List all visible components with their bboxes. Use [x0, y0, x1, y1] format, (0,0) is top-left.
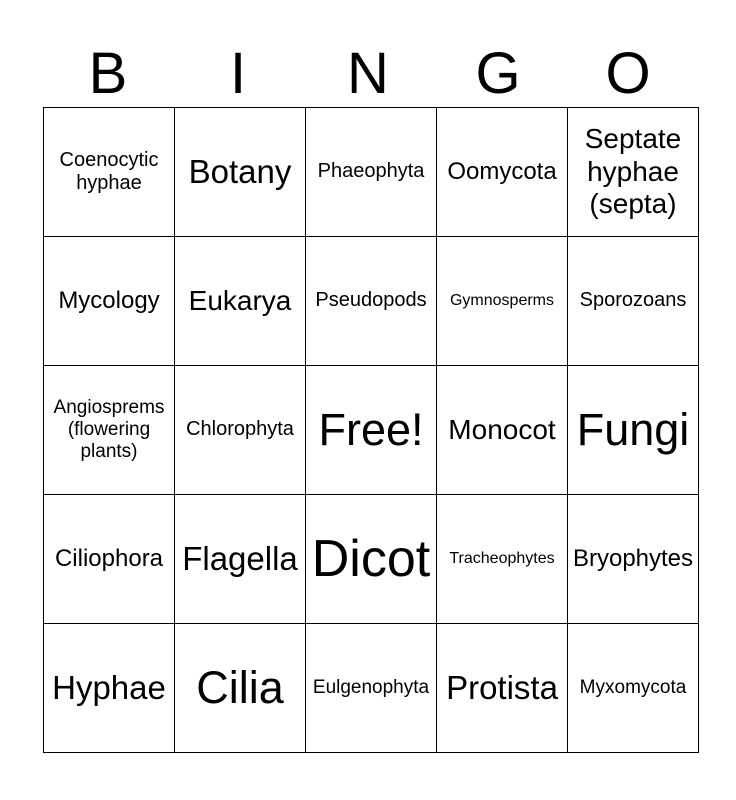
card-row-3	[44, 366, 699, 495]
bingo-cell[interactable]: Cilia	[175, 624, 306, 753]
header-letter-n: N	[347, 41, 389, 106]
card-row-5	[44, 624, 699, 753]
bingo-cell[interactable]: Eulgenophyta	[306, 624, 437, 753]
bingo-cell[interactable]: Myxomycota	[568, 624, 699, 753]
bingo-cell[interactable]: Protista	[437, 624, 568, 753]
bingo-cell[interactable]: Eukarya	[175, 237, 306, 366]
bingo-cell[interactable]: Fungi	[568, 366, 699, 495]
bingo-header	[43, 40, 693, 108]
bingo-cell[interactable]: Monocot	[437, 366, 568, 495]
bingo-cell[interactable]: Bryophytes	[568, 495, 699, 624]
bingo-cell[interactable]: Chlorophyta	[175, 366, 306, 495]
bingo-cell[interactable]: Oomycota	[437, 108, 568, 237]
bingo-cell[interactable]: Mycology	[44, 237, 175, 366]
card-row-2	[44, 237, 699, 366]
bingo-cell[interactable]: Gymnosperms	[437, 237, 568, 366]
bingo-cell[interactable]: Botany	[175, 108, 306, 237]
bingo-cell[interactable]: Hyphae	[44, 624, 175, 753]
bingo-cell[interactable]: Angiosprems (flowering plants)	[44, 366, 175, 495]
header-letter-g: G	[475, 41, 521, 106]
bingo-cell[interactable]: Coenocytic hyphae	[44, 108, 175, 237]
header-letter-i: I	[229, 41, 247, 106]
card-row-4	[44, 495, 699, 624]
bingo-cell[interactable]: Septate hyphae (septa)	[568, 108, 699, 237]
bingo-cell[interactable]: Phaeophyta	[306, 108, 437, 237]
bingo-cell[interactable]: Pseudopods	[306, 237, 437, 366]
bingo-cell[interactable]: Ciliophora	[44, 495, 175, 624]
header-letter-b: B	[88, 41, 128, 106]
bingo-cell[interactable]: Dicot	[306, 495, 437, 624]
bingo-cell[interactable]: Tracheophytes	[437, 495, 568, 624]
card-row-1	[44, 108, 699, 237]
bingo-cell[interactable]: Sporozoans	[568, 237, 699, 366]
bingo-card	[43, 107, 699, 753]
free-space-cell[interactable]: Free!	[306, 366, 437, 495]
bingo-cell[interactable]: Flagella	[175, 495, 306, 624]
header-letter-o: O	[605, 41, 651, 106]
